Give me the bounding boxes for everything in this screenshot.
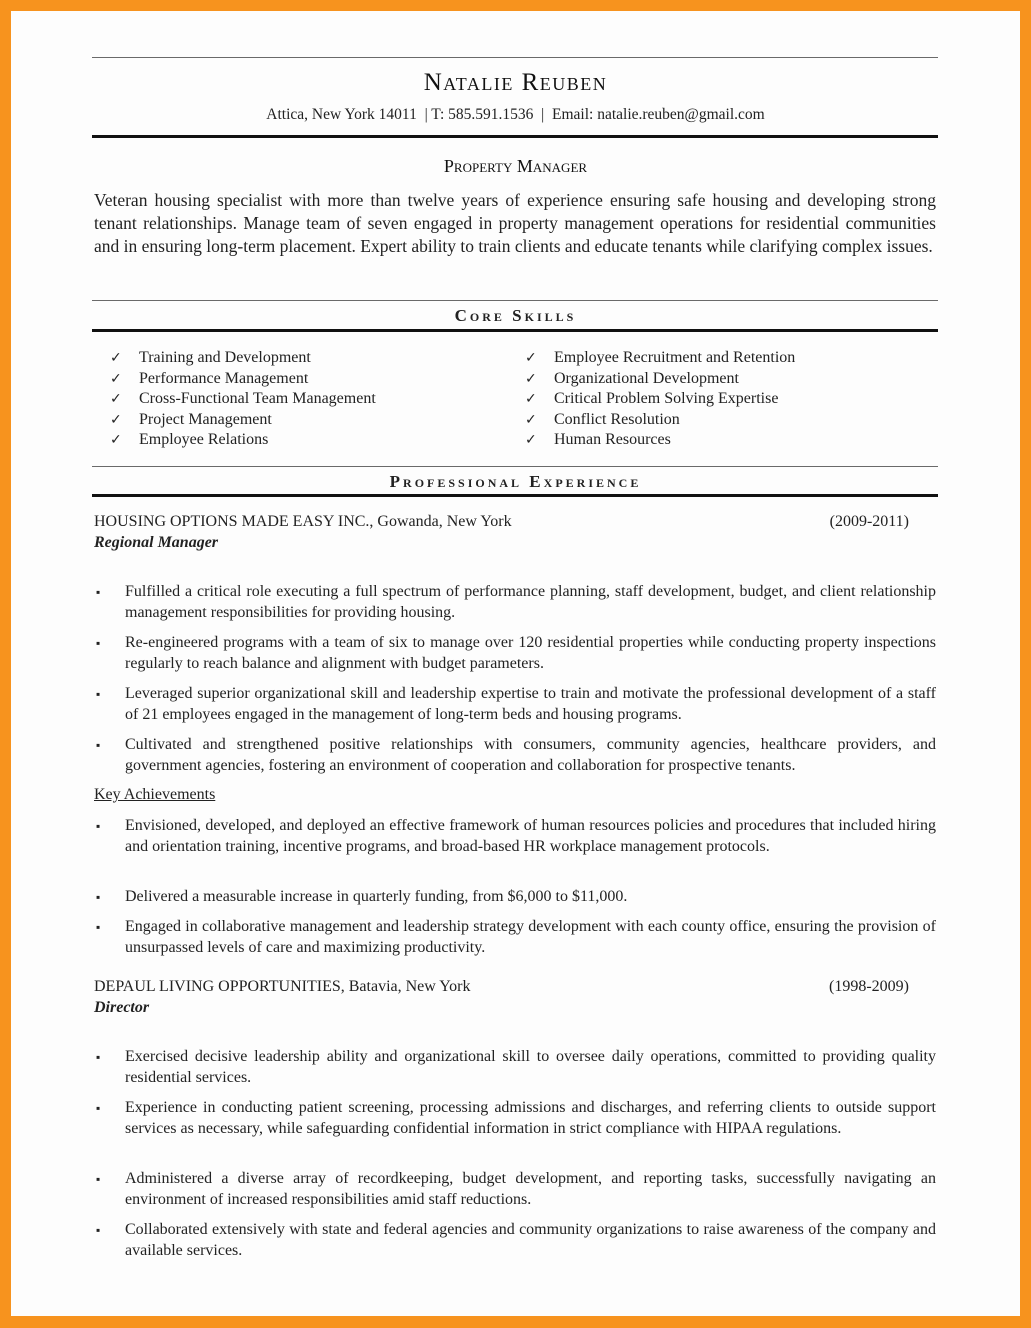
resume-page — [11, 11, 1020, 1316]
key-achievements-label: Key Achievements — [94, 786, 216, 803]
skill-item — [525, 410, 795, 431]
bullet-icon: ▪ — [96, 1101, 101, 1115]
core-skills-bottom-rule — [92, 329, 938, 332]
skill-item — [110, 410, 376, 431]
job-bullet — [94, 684, 936, 725]
skills-right-column — [525, 348, 795, 451]
bullet-text: Fulfilled a critical role executing a full spectrum of performance planning, staff development, budget, and client relationship management responsibilities for providing housing. — [125, 583, 936, 621]
top-rule — [92, 57, 938, 58]
check-icon: ✓ — [525, 411, 537, 428]
job-dates: (1998-2009) — [829, 978, 909, 995]
bullet-text: Engaged in collaborative management and leadership strategy development with each county office, ensuring the provision of unsurpassed levels of care and maximizing productivity. — [125, 918, 936, 956]
bullet-icon: ▪ — [96, 920, 101, 934]
skill-item — [110, 389, 376, 410]
job-role: Regional Manager — [94, 534, 219, 551]
skill-label: Organizational Development — [554, 369, 739, 387]
experience-top-rule — [92, 466, 938, 467]
check-icon: ✓ — [110, 391, 122, 407]
bullet-text: Cultivated and strengthened positive relationships with consumers, community agencies, healthcare providers, and government agencies, fostering an environment of cooperation and collaboration for prospective tenants. — [125, 736, 936, 774]
check-icon: ✓ — [525, 432, 537, 448]
core-skills-heading: Core Skills — [454, 306, 577, 325]
skill-label: Training and Development — [139, 349, 311, 366]
bullet-icon: ▪ — [96, 819, 101, 833]
core-skills-top-rule — [92, 300, 938, 301]
bullet-icon: ▪ — [96, 890, 101, 904]
skills-left-column — [110, 348, 376, 451]
job-bullet — [94, 1098, 936, 1139]
check-icon: ✓ — [525, 350, 537, 366]
job-dates: (2009-2011) — [829, 513, 909, 530]
skill-item — [110, 430, 376, 451]
job-bullet — [94, 1220, 936, 1261]
bullet-icon: ▪ — [96, 585, 101, 599]
job-bullet — [94, 582, 936, 623]
professional-summary: Veteran housing specialist with more than twelve years of experience ensuring safe housing and developing strong tenant relationships. Manage team of seven engaged in property management operations for residential communities and in ensuring long-term placement. Expert ability to train clients and educate tenants while clarifying complex issues. — [94, 190, 936, 256]
job-role: Director — [94, 999, 150, 1016]
bullet-icon: ▪ — [96, 636, 101, 650]
check-icon: ✓ — [525, 370, 537, 387]
bullet-icon: ▪ — [96, 1223, 101, 1237]
job-bullet — [94, 633, 936, 674]
bullet-text: Delivered a measurable increase in quarterly funding, from $6,000 to $11,000. — [125, 888, 628, 905]
bullet-text: Exercised decisive leadership ability and organizational skill to oversee daily operations, committed to providing quality residential services. — [125, 1048, 936, 1086]
skill-label: Employee Recruitment and Retention — [554, 349, 796, 366]
skill-item — [525, 430, 795, 451]
bullet-text: Experience in conducting patient screening, processing admissions and discharges, and referring clients to outside support services as necessary, while safeguarding confidential information in strict compliance with HIPAA regulations. — [125, 1099, 936, 1137]
achievement-bullet — [94, 917, 936, 958]
job-company: DEPAUL LIVING OPPORTUNITIES, Batavia, New York — [94, 978, 471, 995]
skill-label: Employee Relations — [139, 431, 269, 448]
job-bullet — [94, 1047, 936, 1088]
bullet-text: Envisioned, developed, and deployed an effective framework of human resources policies and procedures that included hiring and orientation training, incentive programs, and broad-based HR workplace management protocols. — [125, 817, 936, 855]
bullet-icon: ▪ — [96, 738, 101, 752]
bullet-text: Leveraged superior organizational skill and leadership expertise to train and motivate the professional development of a staff of 21 employees engaged in the management of long-term beds and housing programs. — [125, 685, 936, 723]
bullet-text: Collaborated extensively with state and federal agencies and community organizations to raise awareness of the company and available services. — [125, 1221, 936, 1259]
check-icon: ✓ — [525, 391, 537, 407]
skill-label: Cross-Functional Team Management — [139, 390, 376, 407]
experience-heading: Professional Experience — [389, 472, 642, 491]
skill-label: Critical Problem Solving Expertise — [554, 390, 779, 407]
experience-bottom-rule — [92, 494, 938, 497]
bullet-icon: ▪ — [96, 687, 101, 701]
skill-label: Human Resources — [554, 431, 671, 448]
skill-item — [110, 369, 376, 390]
contact-info: Attica, New York 14011 | T: 585.591.1536 | Email: natalie.reuben@gmail.com — [266, 106, 765, 123]
skill-label: Conflict Resolution — [554, 410, 680, 428]
job-bullet — [94, 735, 936, 776]
achievement-bullet — [94, 887, 936, 908]
bullet-icon: ▪ — [96, 1172, 101, 1186]
header-rule — [92, 135, 938, 138]
check-icon: ✓ — [110, 432, 122, 448]
bullet-text: Re-engineered programs with a team of six to manage over 120 residential properties while conducting property inspections regularly to reach balance and alignment with budget parameters. — [125, 634, 936, 672]
job-title: Property Manager — [443, 156, 588, 176]
skill-item — [525, 369, 795, 390]
check-icon: ✓ — [110, 370, 122, 387]
bullet-text: Administered a diverse array of recordkeeping, budget development, and reporting tasks, successfully navigating an environment of increased responsibilities amid staff reductions. — [125, 1170, 936, 1208]
skill-item — [110, 348, 376, 369]
skill-label: Project Management — [139, 410, 272, 428]
job-bullet — [94, 1169, 936, 1210]
skill-item — [525, 389, 795, 410]
achievement-bullet — [94, 816, 936, 857]
skill-label: Performance Management — [139, 369, 309, 387]
candidate-name: Natalie Reuben — [423, 69, 608, 96]
check-icon: ✓ — [110, 350, 122, 366]
check-icon: ✓ — [110, 411, 122, 428]
bullet-icon: ▪ — [96, 1050, 101, 1064]
job-company: HOUSING OPTIONS MADE EASY INC., Gowanda, New York — [94, 513, 512, 530]
skill-item — [525, 348, 795, 369]
